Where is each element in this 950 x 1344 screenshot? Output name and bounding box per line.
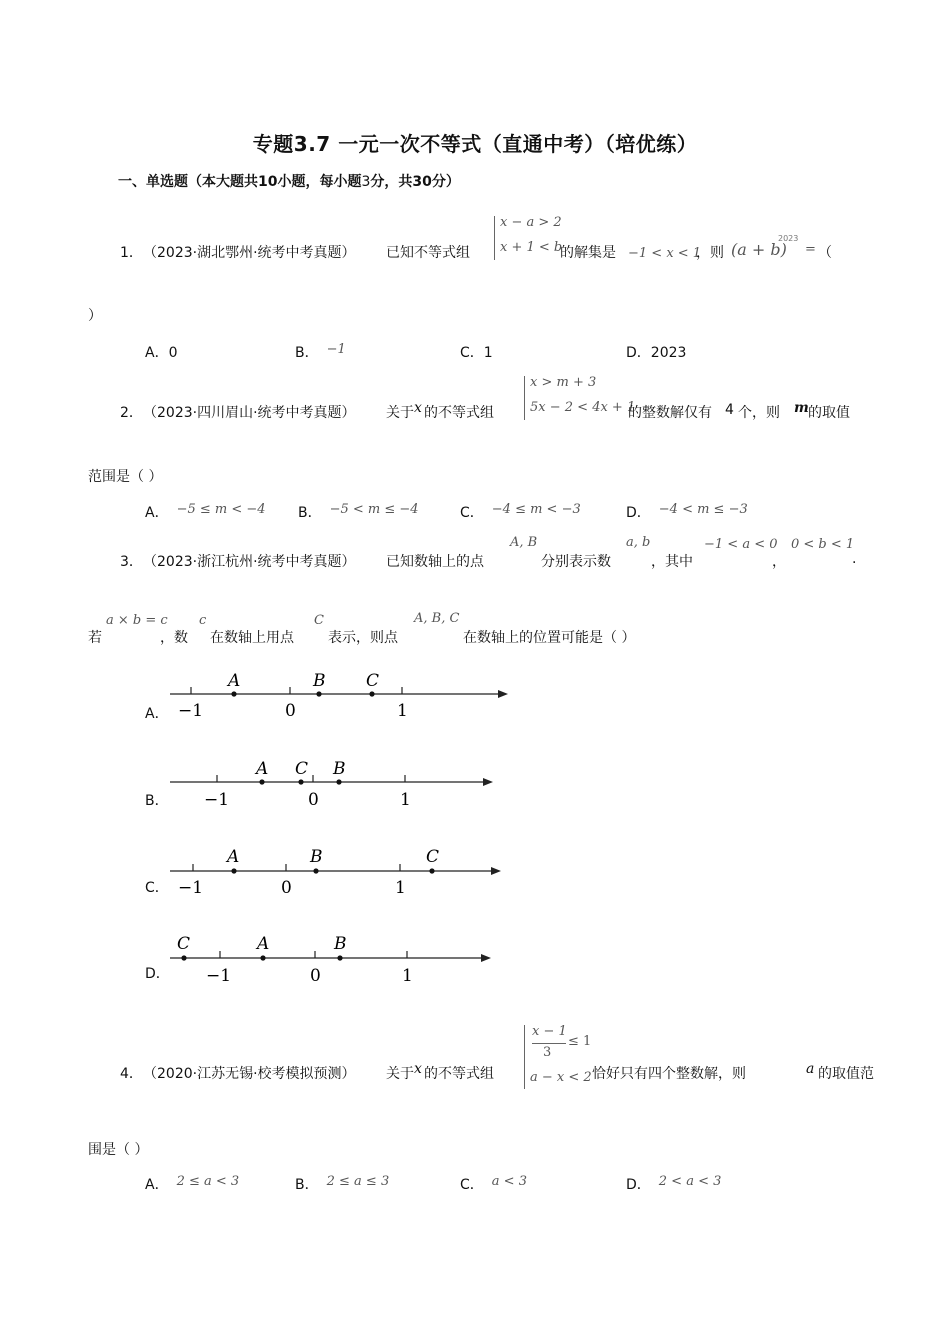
q2-stem-e: 的取值 (808, 405, 850, 421)
q1-expr: (a + b) (731, 240, 787, 259)
q2-var-x: x (414, 400, 422, 416)
tick-label: 1 (402, 966, 413, 986)
q1-exponent: 2023 (778, 234, 799, 243)
point-label: B (310, 847, 323, 867)
q2-four: 4 (725, 402, 734, 418)
q4-sys2: a − x < 2 (530, 1070, 592, 1085)
section-prefix: 一、单选题（本大题共 (118, 174, 258, 190)
q3-option-d-numberline[interactable] (160, 929, 520, 989)
q4-option-d[interactable] (626, 1174, 721, 1194)
tick-label: −1 (206, 966, 232, 986)
option-text: −1 (326, 342, 346, 357)
q4-frac-rel: ≤ 1 (568, 1034, 592, 1049)
option-label: C． (460, 1177, 484, 1193)
q1-sys2: x + 1 < b (500, 240, 563, 255)
q2-line2: 范围是（ ） (88, 469, 163, 485)
q4-number: 4． (120, 1066, 143, 1082)
point-label: C (295, 759, 309, 779)
q3-stem-c: ，其中 (651, 554, 693, 570)
tick-label: 0 (310, 966, 321, 986)
option-label: A． (145, 505, 169, 521)
q2-option-c[interactable] (460, 502, 581, 522)
q3-period: . (852, 551, 857, 567)
q3-option-a-label[interactable]: A． (145, 706, 169, 722)
point-label: B (334, 934, 347, 954)
option-label: D． (626, 345, 651, 361)
point-label: A (257, 934, 270, 954)
option-text: 0 (168, 345, 178, 361)
q2-stem-c: 的整数解仅有 (628, 405, 712, 421)
option-text: 2 < a < 3 (658, 1174, 722, 1189)
q1-option-c[interactable] (460, 342, 493, 362)
q1-stem-a: 已知不等式组 (386, 245, 470, 261)
q1-solution: −1 < x < 1 (628, 246, 702, 261)
point-b (337, 955, 342, 960)
section-heading (118, 171, 460, 191)
point-label: C (426, 847, 440, 867)
q3-stem-b: 分别表示数 (541, 554, 611, 570)
option-text: 1 (483, 345, 493, 361)
page-title: 专题3.7 一元一次不等式（直通中考）（培优练） (252, 132, 698, 156)
point-b (313, 868, 318, 873)
option-label: B． (295, 345, 319, 361)
q2-stem-a: 关于 (386, 405, 414, 421)
axis-arrow (498, 690, 508, 698)
point-label: A (256, 759, 269, 779)
q1-paren-close: ） (88, 308, 102, 324)
q4-stem-d: 的取值范 (818, 1066, 874, 1082)
point-label: A (227, 847, 240, 867)
q2-var-m: m (794, 400, 809, 416)
point-a (231, 868, 236, 873)
q2-stem-d: 个，则 (738, 405, 780, 421)
tick-label: 0 (281, 878, 292, 898)
tick-label: 0 (308, 790, 319, 810)
q4-var-a: a (806, 1061, 815, 1077)
option-text: a < 3 (491, 1174, 527, 1189)
option-label: A． (145, 1177, 169, 1193)
q3-option-b-numberline[interactable] (160, 753, 520, 813)
q2-number: 2． (120, 405, 143, 421)
q3-l2-b: ，数 (160, 630, 188, 646)
q3-option-a-numberline[interactable] (160, 665, 520, 725)
point-c (429, 868, 434, 873)
q3-l2-c: 在数轴上用点 (210, 630, 294, 646)
option-label: C． (460, 345, 484, 361)
q4-stem-a: 关于 (386, 1066, 414, 1082)
option-text: −4 < m ≤ −3 (658, 502, 748, 517)
option-label: B． (298, 505, 322, 521)
point-c (298, 779, 303, 784)
q3-nums-ab: a, b (626, 535, 651, 550)
q4-source: （2020·江苏无锡·校考模拟预测） (143, 1066, 356, 1082)
q3-stem-a: 已知数轴上的点 (386, 554, 484, 570)
point-a (231, 691, 236, 696)
q1-option-a[interactable] (145, 342, 178, 362)
q3-option-d-label[interactable]: D． (145, 966, 170, 982)
axis-arrow (481, 954, 491, 962)
tick-label: 0 (285, 701, 296, 721)
q1-stem-c: ，则 (696, 245, 724, 261)
tick-label: −1 (178, 878, 204, 898)
point-label: B (333, 759, 346, 779)
q1-option-d[interactable] (626, 342, 686, 362)
q3-l2-a: 若 (88, 630, 102, 646)
point-a (260, 955, 265, 960)
q2-option-d[interactable] (626, 502, 748, 522)
point-c (181, 955, 186, 960)
q4-stem-b: 的不等式组 (424, 1066, 494, 1082)
q2-sys2: 5x − 2 < 4x + 1 (530, 400, 636, 415)
axis-arrow (483, 778, 493, 786)
option-text: 2 ≤ a ≤ 3 (326, 1174, 390, 1189)
option-text: 2 ≤ a < 3 (176, 1174, 240, 1189)
option-text: −4 ≤ m < −3 (491, 502, 581, 517)
q2-option-a[interactable] (145, 502, 266, 522)
q1-sys1: x − a > 2 (500, 215, 562, 230)
q1-paren-open: （ (818, 245, 832, 261)
q2-option-b[interactable] (298, 502, 419, 522)
option-text: −5 < m ≤ −4 (329, 502, 419, 517)
q4-option-b[interactable] (295, 1174, 389, 1194)
tick-label: 1 (397, 701, 408, 721)
q3-abc: A, B, C (414, 611, 460, 626)
q4-stem-c: 恰好只有四个整数解，则 (592, 1066, 746, 1082)
option-text: 2023 (650, 345, 687, 361)
q1-option-b[interactable] (295, 342, 346, 362)
q3-comma: ， (772, 554, 786, 570)
section-total: 30 (412, 174, 432, 190)
tick-label: 1 (400, 790, 411, 810)
q3-option-c-label[interactable]: C． (145, 880, 169, 896)
section-suffix: 分） (431, 174, 460, 190)
q3-number: 3． (120, 554, 143, 570)
option-label: D． (626, 505, 651, 521)
q3-cond1: −1 < a < 0 (704, 537, 778, 552)
q3-product: a × b = c (106, 613, 168, 628)
option-label: D． (626, 1177, 651, 1193)
q4-frac-den: 3 (543, 1045, 552, 1060)
q3-option-c-numberline[interactable] (160, 842, 520, 902)
q4-option-a[interactable] (145, 1174, 239, 1194)
q1-source: （2023·湖北鄂州·统考中考真题） (143, 245, 356, 261)
section-count: 10 (258, 174, 278, 190)
q3-c: c (199, 613, 207, 628)
section-mid2: 分，共 (370, 174, 413, 190)
q2-source: （2023·四川眉山·统考中考真题） (143, 405, 356, 421)
tick-label: −1 (204, 790, 230, 810)
q3-point-c: C (314, 613, 324, 628)
q4-var-x: x (414, 1061, 422, 1077)
option-label: B． (295, 1177, 319, 1193)
q3-option-b-label[interactable]: B． (145, 793, 169, 809)
q2-sys1: x > m + 3 (530, 375, 597, 390)
q4-option-c[interactable] (460, 1174, 527, 1194)
q1-number: 1． (120, 245, 143, 261)
section-mid1: 小题，每小题 (277, 174, 362, 190)
tick-label: −1 (178, 701, 204, 721)
tick-label: 1 (395, 878, 406, 898)
q3-l2-d: 表示，则点 (328, 630, 398, 646)
q1-stem-b: 的解集是 (560, 245, 616, 261)
q4-line2: 围是（ ） (88, 1142, 149, 1158)
point-label: B (313, 671, 326, 691)
point-b (336, 779, 341, 784)
axis-arrow (491, 867, 501, 875)
point-a (259, 779, 264, 784)
point-label: C (177, 934, 191, 954)
section-per: 3 (361, 174, 371, 190)
point-b (316, 691, 321, 696)
point-label: C (366, 671, 380, 691)
option-label: A． (145, 345, 169, 361)
q4-frac-num: x − 1 (532, 1024, 567, 1039)
q1-equals: = (805, 242, 816, 257)
option-label: C． (460, 505, 484, 521)
q3-source: （2023·浙江杭州·统考中考真题） (143, 554, 356, 570)
option-text: −5 ≤ m < −4 (176, 502, 266, 517)
point-c (369, 691, 374, 696)
point-label: A (228, 671, 241, 691)
q3-l2-e: 在数轴上的位置可能是（ ） (463, 630, 636, 646)
q3-cond2: 0 < b < 1 (791, 537, 855, 552)
q2-stem-b: 的不等式组 (424, 405, 494, 421)
q4-frac-bar (532, 1043, 566, 1044)
q3-points-ab: A, B (510, 535, 538, 550)
